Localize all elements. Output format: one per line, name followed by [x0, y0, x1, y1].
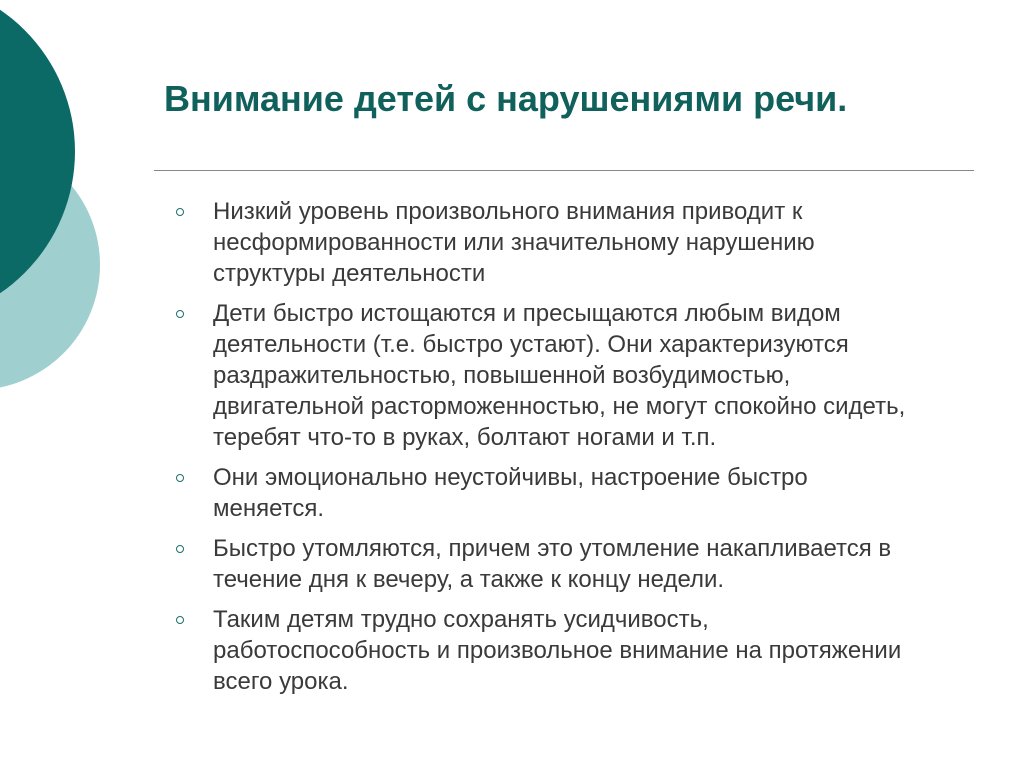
slide-title: Внимание детей с нарушениями речи. — [164, 78, 848, 119]
bullet-item — [174, 604, 974, 697]
circle-bullet-icon — [176, 474, 184, 482]
bullet-text: Дети быстро истощаются и пресыщаются любым видом деятельности (т.е. быстро устают). Они характеризуются раздражительностью, повышенной возбудимостью, двигательной расторможенностью, не могут спокойно сидеть, теребят что-то в руках, болтают ногами и т.п. — [213, 300, 906, 451]
circle-bullet-icon — [176, 545, 184, 553]
bullet-item — [174, 462, 974, 524]
title-divider — [154, 170, 974, 171]
bullet-text: Таким детям трудно сохранять усидчивость, работоспособность и произвольное внимание на протяжении всего урока. — [213, 606, 902, 695]
bullet-item — [174, 298, 974, 453]
bullet-list — [174, 196, 974, 706]
bullet-item — [174, 533, 974, 595]
bullet-text: Быстро утомляются, причем это утомление накапливается в течение дня к вечеру, а также к концу недели. — [213, 535, 892, 593]
circle-bullet-icon — [176, 208, 184, 216]
circle-bullet-icon — [176, 310, 184, 318]
bullet-text: Они эмоционально неустойчивы, настроение быстро меняется. — [213, 464, 808, 522]
bullet-item — [174, 196, 974, 289]
bullet-text: Низкий уровень произвольного внимания приводит к несформированности или значительному нарушению структуры деятельности — [213, 198, 815, 287]
circle-bullet-icon — [176, 616, 184, 624]
